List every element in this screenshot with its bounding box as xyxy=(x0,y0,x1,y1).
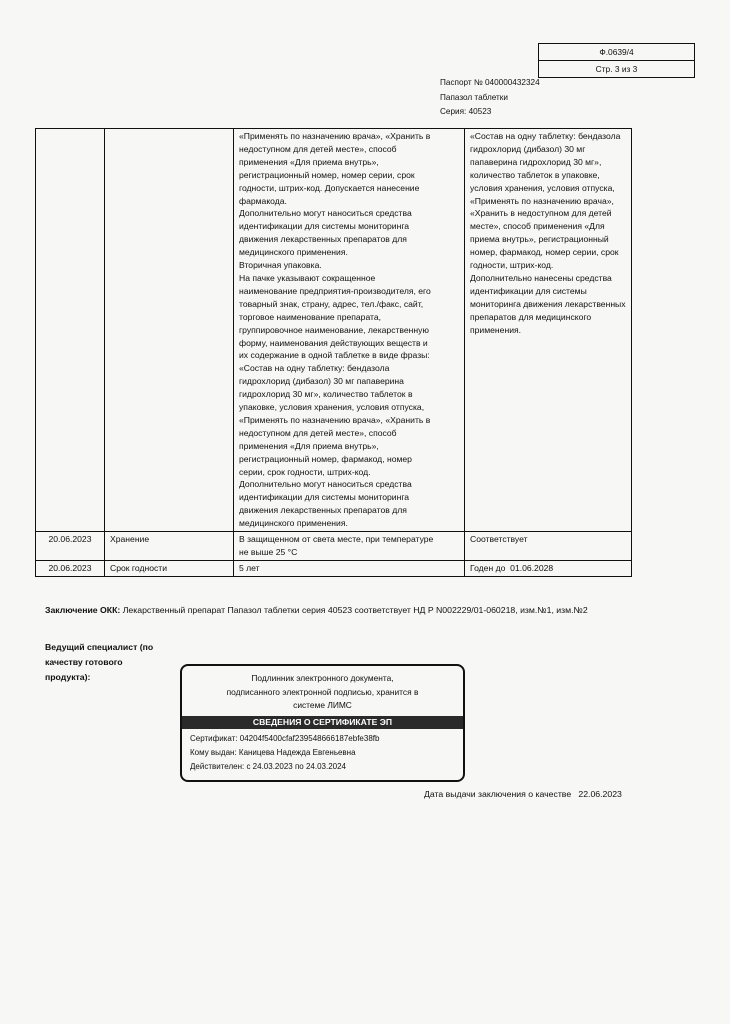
cell-requirement: «Применять по назначению врача», «Хранить в недоступном для детей месте», способ применения «Для приема внутрь», регистрационный номер, номер серии, срок годности, штрих-код. Допускается нанесение фармакода. Дополнительно могут наноситься средства идентификации для системы мониторинга движения лекарственных препаратов для медицинского применения. Вторичная упаковка. На пачке указывают сокращенное наименование предприятия-производителя, его товарный знак, страну, адрес, тел./факс, сайт, торговое наименование препарата, группировочное наименование, лекарственную форму, наименования действующих веществ и их содержание в одной таблетке в виде фразы: «Состав на одну таблетку: бендазола гидрохлорид (дибазол) 30 мг папаверина гидрохлорид 30 мг», количество таблеток в упаковке, условия хранения, условия отпуска, «Применять по назначению врача», «Хранить в недоступном для детей месте», способ применения «Для приема внутрь», регистрационный номер, фармакод, номер серии, срок годности, штрих-код. Дополнительно могут наноситься средства идентификации для системы мониторинга движения лекарственных препаратов для медицинского применения. xyxy=(234,129,465,532)
form-code: Ф.0639/4 xyxy=(599,47,634,57)
electronic-signature-stamp xyxy=(180,664,465,782)
page-number: Стр. 3 из 3 xyxy=(539,60,694,77)
product-name: Папазол таблетки xyxy=(440,92,508,102)
conclusion xyxy=(45,602,605,619)
issued-to: Кому выдан: Каницева Надежда Евгеньевна xyxy=(190,747,356,757)
passport-header xyxy=(440,76,540,120)
certificate-id: Сертификат: 04204f5400cfaf239548666187ebfe38fb xyxy=(190,733,380,743)
passport-number: Паспорт № 040000432324 xyxy=(440,78,540,87)
table-row xyxy=(36,532,632,561)
table-row xyxy=(36,129,632,532)
cell-result: Годен до 01.06.2028 xyxy=(465,560,632,576)
form-code-box xyxy=(538,43,695,78)
lead-specialist-label: Ведущий специалист (по качеству готового продукта): xyxy=(45,642,154,682)
conclusion-text: Лекарственный препарат Папазол таблетки серия 40523 соответствует НД Р N002229/01-060218, изм.№1, изм.№2 xyxy=(120,605,588,615)
cell-result: Соответствует xyxy=(465,532,632,561)
cell-date xyxy=(36,129,105,532)
stamp-header: Подлинник электронного документа, подписанного электронной подписью, хранится в системе ЛИМС xyxy=(226,673,419,710)
cell-date: 20.06.2023 xyxy=(36,532,105,561)
test-results-table xyxy=(35,128,632,577)
cell-requirement: В защищенном от света месте, при температуре не выше 25 °С xyxy=(234,532,465,561)
series: Серия: 40523 xyxy=(440,107,492,116)
conclusion-label: Заключение ОКК: xyxy=(45,605,121,615)
table-row xyxy=(36,560,632,576)
stamp-band: СВЕДЕНИЯ О СЕРТИФИКАТЕ ЭП xyxy=(182,716,463,729)
validity: Действителен: с 24.03.2023 по 24.03.2024 xyxy=(190,761,346,771)
cell-result: «Состав на одну таблетку: бендазола гидрохлорид (дибазол) 30 мг папаверина гидрохлорид 30 мг», количество таблеток в упаковке, условия хранения, условия отпуска, «Применять по назначению врача», «Хранить в недоступном для детей месте», способ применения «Для приема внутрь», регистрационный номер, фармакод, номер серии, срок годности, штрих-код. Дополнительно нанесены средства идентификации для системы мониторинга движения лекарственных препаратов для медицинского применения. xyxy=(465,129,632,532)
cell-indicator xyxy=(105,129,234,532)
cell-indicator: Хранение xyxy=(105,532,234,561)
cell-requirement: 5 лет xyxy=(234,560,465,576)
issue-date: Дата выдачи заключения о качестве 22.06.2023 xyxy=(424,789,622,799)
cell-date: 20.06.2023 xyxy=(36,560,105,576)
cell-indicator: Срок годности xyxy=(105,560,234,576)
